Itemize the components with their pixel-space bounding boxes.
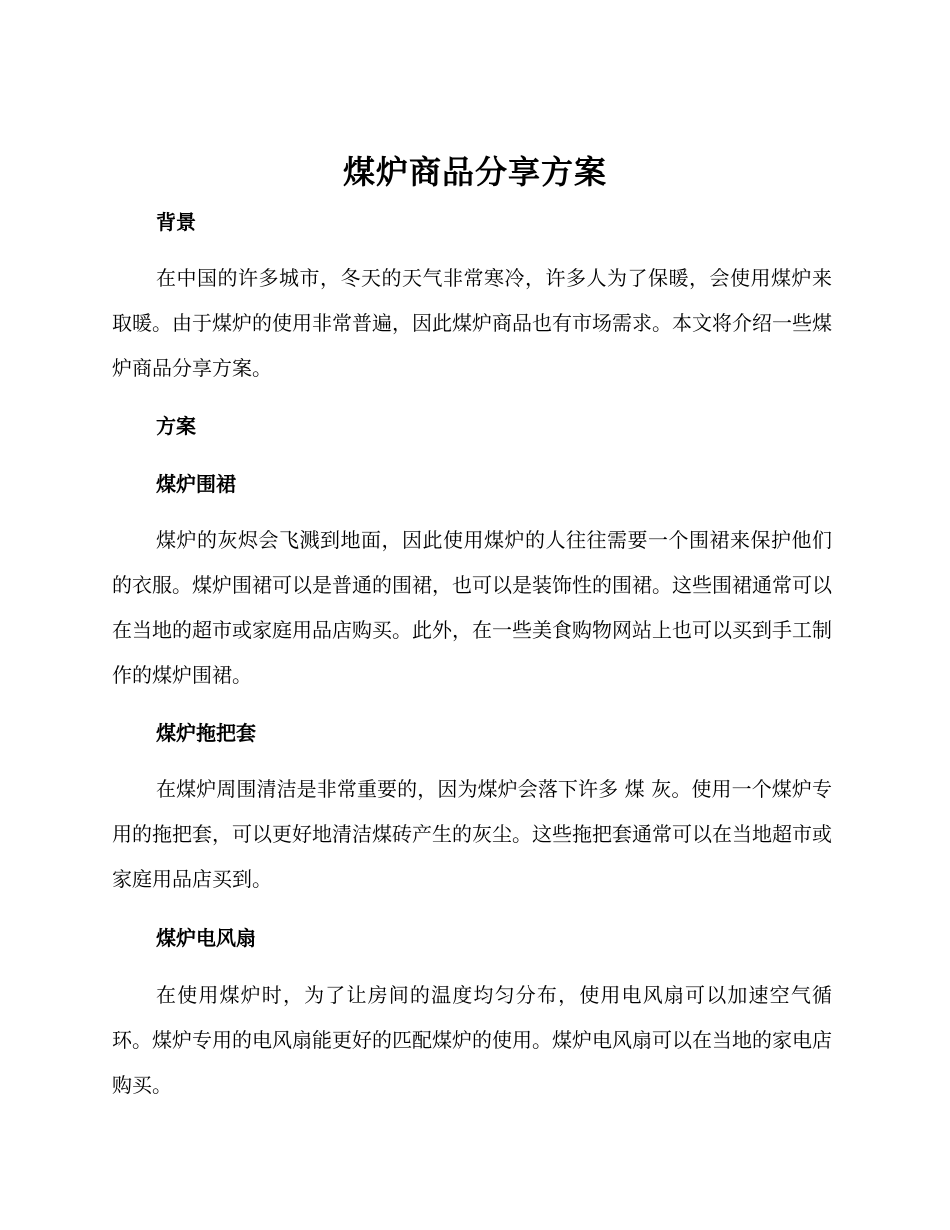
paragraph-electric-fan: 在使用煤炉时，为了让房间的温度均匀分布，使用电风扇可以加速空气循环。煤炉专用的电风扇能更好的匹配煤炉的使用。煤炉电风扇可以在当地的家电店购买。 (112, 983, 832, 1097)
section-heading-electric-fan: 煤炉电风扇 (156, 926, 256, 950)
section-heading-mop-cover: 煤炉拖把套 (156, 721, 256, 745)
paragraph-apron: 煤炉的灰烬会飞溅到地面，因此使用煤炉的人往往需要一个围裙来保护他们的衣服。煤炉围裙可以是普通的围裙，也可以是装饰性的围裙。这些围裙通常可以在当地的超市或家庭用品店购买。此外，在一些美食购物网站上也可以买到手工制作的煤炉围裙。 (112, 528, 832, 687)
paragraph-background: 在中国的许多城市，冬天的天气非常寒冷，许多人为了保暖，会使用煤炉来取暖。由于煤炉的使用非常普遍，因此煤炉商品也有市场需求。本文将介绍一些煤炉商品分享方案。 (112, 266, 832, 380)
document-title: 煤炉商品分享方案 (342, 153, 607, 191)
section-heading-background: 背景 (156, 210, 196, 234)
section-heading-apron: 煤炉围裙 (156, 472, 236, 496)
section-heading-plan: 方案 (156, 414, 196, 438)
paragraph-mop-cover: 在煤炉周围清洁是非常重要的，因为煤炉会落下许多 煤 灰。使用一个煤炉专用的拖把套，可以更好地清洁煤砖产生的灰尘。这些拖把套通常可以在当地超市或家庭用品店买到。 (112, 777, 832, 891)
